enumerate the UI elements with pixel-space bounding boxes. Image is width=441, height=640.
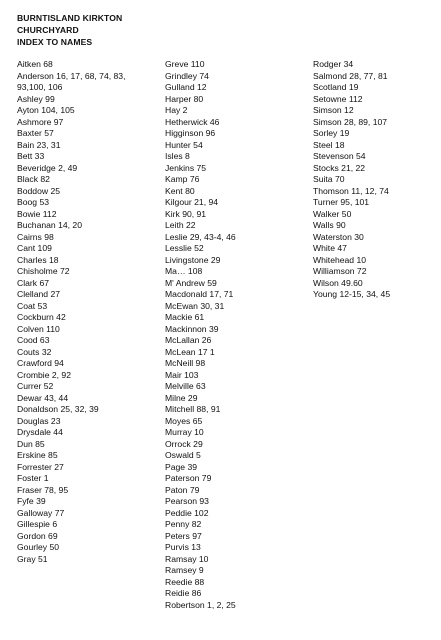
index-entry: Couts 32 xyxy=(17,346,52,357)
index-entry: Penny 82 xyxy=(165,519,202,529)
index-entry: Moyes 65 xyxy=(165,415,203,426)
index-entry: Simson 12 xyxy=(313,105,354,115)
index-entry: Dewar 43, 44 xyxy=(17,392,69,403)
index-entry: Coat 53 xyxy=(17,300,48,311)
index-entry: Turner 95, 101 xyxy=(313,197,370,207)
index-entry: Dun 85 xyxy=(17,438,45,449)
index-entry: Charles 18 xyxy=(17,254,59,265)
header-line-1: BURNTISLAND KIRKTON xyxy=(17,13,123,23)
index-entry: Hay 2 xyxy=(165,105,188,115)
index-entry: Kilgour 21, 94 xyxy=(165,197,219,207)
index-entry: Ashley 99 xyxy=(17,93,55,104)
index-entry: Reidie 86 xyxy=(165,588,202,598)
index-entry: Black 82 xyxy=(17,174,50,184)
index-entry: Mitchell 88, 91 xyxy=(165,404,221,414)
index-entry: Reedie 88 xyxy=(165,576,205,587)
index-entry: Fraser 78, 95 xyxy=(17,484,69,495)
index-entry: Greve 110 xyxy=(165,59,205,69)
index-entry: Higginson 96 xyxy=(165,128,216,138)
index-entry: Kamp 76 xyxy=(165,174,200,184)
index-entry: Colven 110 xyxy=(17,323,60,334)
index-entry: Isles 8 xyxy=(165,151,190,161)
index-entry: M' Andrew 59 xyxy=(165,277,217,288)
index-entry: McEwan 30, 31 xyxy=(165,300,225,311)
header-line-2: CHURCHYARD xyxy=(17,25,79,35)
index-entry: Crombie 2, 92 xyxy=(17,369,71,380)
index-entry: Simson 28, 89, 107 xyxy=(313,116,388,127)
index-entry: Orrock 29 xyxy=(165,438,203,449)
index-entry: Setowne 112 xyxy=(313,93,363,104)
index-entry: Stevenson 54 xyxy=(313,151,366,161)
index-entry: Cood 63 xyxy=(17,335,50,345)
index-entry: Ramsey 9 xyxy=(165,565,204,575)
index-entry: Boddow 25 xyxy=(17,185,61,196)
index-entry: Sorley 19 xyxy=(313,128,350,138)
index-entry: Gulland 12 xyxy=(165,82,207,92)
index-entry: Paton 79 xyxy=(165,484,200,495)
index-entry: McLallan 26 xyxy=(165,335,212,345)
index-entry: Steel 18 xyxy=(313,139,345,150)
index-entry: Jenkins 75 xyxy=(165,162,207,173)
index-entry: Scotland 19 xyxy=(313,82,359,92)
index-entry: McLean 17 1 xyxy=(165,346,215,357)
index-entry: Clelland 27 xyxy=(17,289,60,299)
index-entry: Milne 29 xyxy=(165,392,198,403)
index-column-1 xyxy=(17,59,157,565)
index-entry: Oswald 5 xyxy=(165,450,201,460)
index-entry: Gordon 69 xyxy=(17,530,58,541)
index-entry: Bett 33 xyxy=(17,151,45,161)
index-entry: Hetherwick 46 xyxy=(165,116,220,127)
index-entry: Robertson 1, 2, 25 xyxy=(165,599,236,610)
index-entry: Buchanan 14, 20 xyxy=(17,220,82,230)
index-entry: Waterston 30 xyxy=(313,231,364,242)
index-entry: Stocks 21, 22 xyxy=(313,162,366,173)
index-entry: White 47 xyxy=(313,243,347,253)
index-entry: Williamson 72 xyxy=(313,266,367,276)
index-entry: Cant 109 xyxy=(17,243,52,253)
index-entry: Lesslie 52 xyxy=(165,243,204,253)
index-entry: Anderson 16, 17, 68, 74, 83, xyxy=(17,70,126,81)
index-entry: Gourley 50 xyxy=(17,542,60,552)
index-entry: Rodger 34 xyxy=(313,59,354,69)
index-entry: Wilson 49.60 xyxy=(313,277,363,288)
index-entry: Mair 103 xyxy=(165,369,199,380)
index-entry: Chisholme 72 xyxy=(17,266,70,276)
index-entry: Ramsay 10 xyxy=(165,553,209,564)
index-entry: Purvis 13 xyxy=(165,542,201,552)
index-entry: Leith 22 xyxy=(165,220,196,230)
index-column-3 xyxy=(313,59,438,301)
index-entry: Walker 50 xyxy=(313,208,352,219)
index-entry: Drysdale 44 xyxy=(17,427,63,437)
index-entry: Livingstone 29 xyxy=(165,254,221,265)
index-entry: Ashmore 97 xyxy=(17,116,64,127)
index-entry: Whitehead 10 xyxy=(313,254,367,265)
index-entry: Douglas 23 xyxy=(17,415,61,426)
index-entry: Cockburn 42 xyxy=(17,312,66,322)
index-entry: Beveridge 2, 49 xyxy=(17,162,78,173)
index-entry: Bowie 112 xyxy=(17,208,57,219)
index-entry: Murray 10 xyxy=(165,427,204,437)
index-entry: Mackinnon 39 xyxy=(165,323,219,334)
index-entry: Currer 52 xyxy=(17,381,54,391)
index-entry: Walls 90 xyxy=(313,220,346,230)
index-entry: Forrester 27 xyxy=(17,461,64,472)
index-entry: Thomson 11, 12, 74 xyxy=(313,185,389,196)
index-entry: Bain 23, 31 xyxy=(17,139,61,150)
index-entry: Boog 53 xyxy=(17,197,50,207)
index-entry: Leslie 29, 43-4, 46 xyxy=(165,231,236,242)
index-entry: Ayton 104, 105 xyxy=(17,105,75,115)
index-entry: Gillespie 6 xyxy=(17,519,58,529)
index-entry: Fyfe 39 xyxy=(17,496,46,506)
header-line-3: INDEX TO NAMES xyxy=(17,37,93,47)
index-entry: Aitken 68 xyxy=(17,59,53,69)
index-entry: Kent 80 xyxy=(165,185,195,196)
index-entry: Cairns 98 xyxy=(17,231,54,242)
index-entry: Foster 1 xyxy=(17,473,49,483)
index-entry: Young 12-15, 34, 45 xyxy=(313,289,391,299)
index-entry: Harper 80 xyxy=(165,93,204,104)
index-entry: Ma… 108 xyxy=(165,266,203,276)
index-entry: Pearson 93 xyxy=(165,496,209,506)
index-entry: McNeill 98 xyxy=(165,358,206,368)
index-entry: Melville 63 xyxy=(165,381,206,391)
index-entry: Macdonald 17, 71 xyxy=(165,289,234,299)
document-header xyxy=(17,12,122,48)
index-entry: Page 39 xyxy=(165,461,198,472)
index-entry: Hunter 54 xyxy=(165,139,203,150)
index-entry: Peters 97 xyxy=(165,530,202,541)
index-entry: Mackie 61 xyxy=(165,312,205,322)
index-entry: Grindley 74 xyxy=(165,70,209,81)
index-column-2 xyxy=(165,59,305,611)
index-entry: Paterson 79 xyxy=(165,473,212,483)
index-entry: Gray 51 xyxy=(17,553,48,564)
index-entry: Peddie 102 xyxy=(165,507,209,518)
index-entry: Salmond 28, 77, 81 xyxy=(313,70,388,81)
index-entry: Suita 70 xyxy=(313,174,345,184)
index-entry: Clark 67 xyxy=(17,277,49,288)
index-entry: 93,100, 106 xyxy=(17,82,63,92)
index-entry: Galloway 77 xyxy=(17,507,65,518)
index-entry: Crawford 94 xyxy=(17,358,64,368)
index-entry: Erskine 85 xyxy=(17,450,58,460)
index-entry: Baxter 57 xyxy=(17,128,54,138)
index-entry: Donaldson 25, 32, 39 xyxy=(17,404,99,414)
index-entry: Kirk 90, 91 xyxy=(165,208,207,219)
